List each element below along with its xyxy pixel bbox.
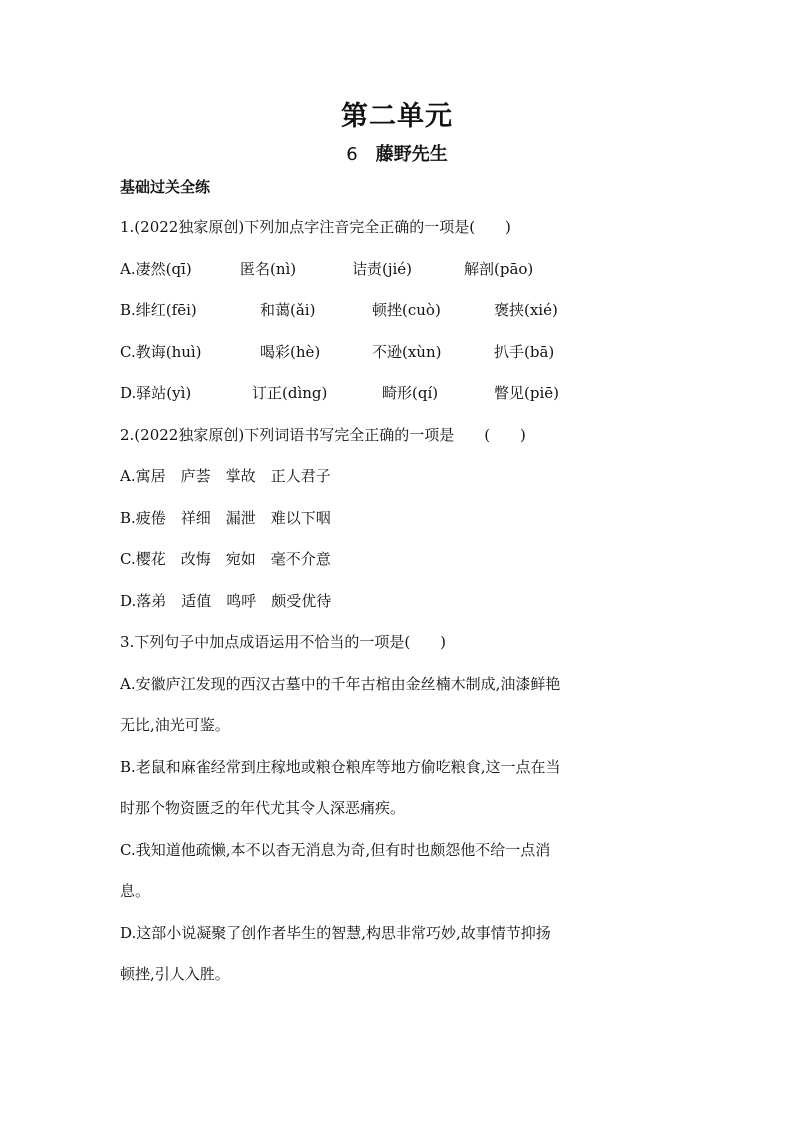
lesson-title [0,140,794,166]
option-item: 扒手(bā) [494,342,555,361]
question-3-option-d-line1: D.这部小说凝聚了创作者毕生的智慧,构思非常巧妙,故事情节抑扬 [120,923,551,942]
option-item: 解剖(pāo) [464,259,534,278]
lesson-name: 藤野先生 [375,144,448,165]
question-3-option-a-line1: A.安徽庐江发现的西汉古墓中的千年古棺由金丝楠木制成,油漆鲜艳 [120,674,561,693]
option-item: 匿名(nì) [240,259,297,278]
section-title: 基础过关全练 [120,178,211,196]
option-item: C.教诲(huì) [120,342,202,361]
question-3-stem: 3.下列句子中加点成语运用不恰当的一项是( ) [120,633,447,651]
question-3-option-a-line2: 无比,油光可鉴。 [120,716,230,734]
question-list [120,207,680,996]
question-2-option-c: C.樱花 改悔 宛如 毫不介意 [120,550,331,568]
question-2-option-b: B.疲倦 祥细 漏泄 难以下咽 [120,508,331,527]
option-item: 喝彩(hè) [260,342,321,361]
question-1-option-d [120,373,680,415]
option-item: 瞥见(piē) [494,384,559,402]
question-1-option-b [120,290,680,332]
option-item: 畸形(qí) [382,384,439,402]
question-3-option-c-line2: 息。 [120,882,151,900]
question-3-option-b-line1: B.老鼠和麻雀经常到庄稼地或粮仓粮库等地方偷吃粮食,这一点在当 [120,757,561,776]
question-1-option-c [120,332,680,374]
option-item: A.凄然(qī) [120,259,192,278]
lesson-number: 6 [346,144,358,165]
question-3-option-c-line1: C.我知道他疏懒,本不以杳无消息为奇,但有时也颇怨他不给一点消 [120,840,551,859]
question-2-stem: 2.(2022独家原创)下列词语书写完全正确的一项是 ( ) [120,425,526,444]
option-item: 不逊(xùn) [372,342,442,361]
question-3-option-d-line2: 顿挫,引人入胜。 [120,965,230,983]
question-2-option-d: D.落弟 适值 鸣呼 颇受优待 [120,591,332,610]
option-item: 褒挟(xié) [494,301,558,319]
question-2-option-a: A.寓居 庐荟 掌故 正人君子 [120,467,331,485]
question-3-option-b-line2: 时那个物资匮乏的年代尤其令人深恶痛疾。 [120,799,406,817]
option-item: D.驿站(yì) [120,384,192,402]
option-item: 诘责(jié) [352,259,413,278]
question-1-option-a [120,249,680,291]
option-item: B.绯红(fēi) [120,301,197,319]
option-item: 订正(dìng) [252,384,328,402]
option-item: 和蔼(ǎi) [260,301,316,319]
option-item: 顿挫(cuò) [372,301,441,319]
question-1-stem: 1.(2022独家原创)下列加点字注音完全正确的一项是( ) [120,218,511,236]
unit-title: 第二单元 [341,101,453,132]
